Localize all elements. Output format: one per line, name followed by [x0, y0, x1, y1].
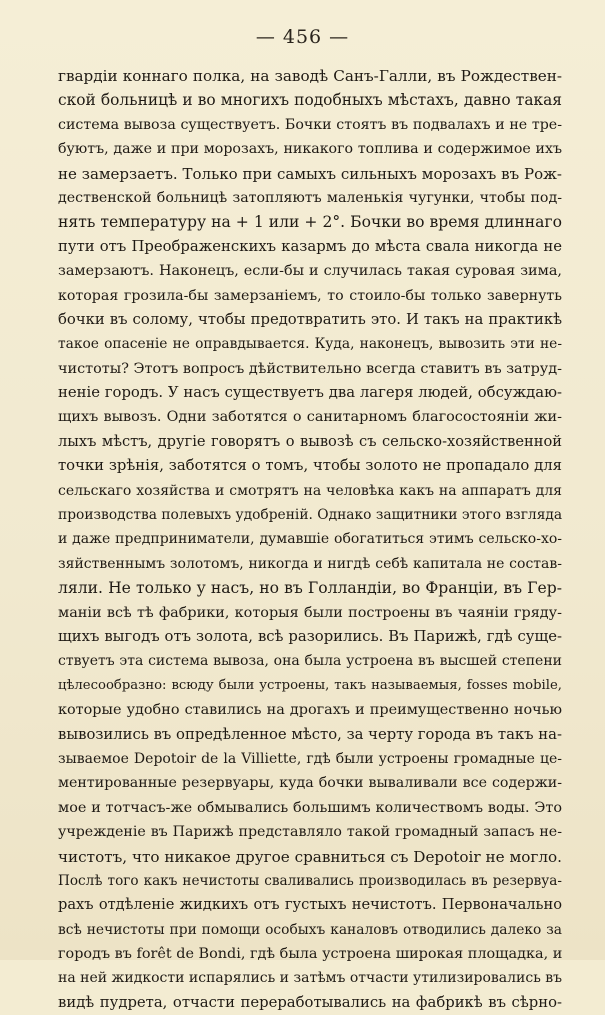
text-line: такое опасеніе не оправдывается. Куда, наконецъ, вывозить эти не-	[58, 336, 562, 353]
text-line: которая грозила-бы замерзаніемъ, то стоило-бы только завернуть	[58, 287, 562, 304]
text-line: учрежденіе въ Парижѣ представляло такой громадный запасъ не-	[58, 824, 562, 841]
text-line: городъ въ forêt de Bondi, гдѣ была устроена широкая площадка, и	[58, 946, 562, 963]
text-line: зываемое Depotoir de la Villiette, гдѣ были устроены громадные це-	[58, 750, 562, 767]
text-line: ской больницѣ и во многихъ подобныхъ мѣстахъ, давно такая	[58, 91, 562, 110]
text-line: неніе городъ. У насъ существуетъ два лагеря людей, обсуждаю-	[58, 384, 562, 402]
text-line: мое и тотчасъ-же обмывались большимъ количествомъ воды. Это	[58, 799, 562, 816]
page-number: — 456 —	[255, 26, 350, 48]
text-line: ляли. Не только у насъ, но въ Голландіи, во Франціи, въ Гер-	[58, 579, 562, 598]
text-line: щихъ выгодъ отъ золота, всѣ разорились. Въ Парижѣ, гдѣ суще-	[58, 627, 562, 645]
text-line: дественской больницѣ затопляютъ маленькія чугунки, чтобы под-	[58, 189, 562, 206]
text-line: система вывоза существуетъ. Бочки стоятъ въ подвалахъ и не тре-	[58, 116, 562, 133]
text-line: чистоты? Этотъ вопросъ дѣйствительно всегда ставитъ въ затруд-	[58, 360, 562, 377]
text-line: пути отъ Преображенскихъ казармъ до мѣста свала никогда не	[58, 237, 562, 255]
text-line: производства полевыхъ удобреній. Однако защитники этого взгляда	[58, 507, 562, 524]
text-line: маніи всѣ тѣ фабрики, которыя были построены въ чаяніи гряду-	[58, 604, 562, 621]
text-line: чистотъ, что никакое другое сравниться съ Depotoir не могло.	[58, 847, 562, 866]
text-line: ментированные резервуары, куда бочки вываливали все содержи-	[58, 775, 562, 792]
text-line: на ней жидкости испарялись и затѣмъ отчасти утилизировались въ	[58, 970, 562, 987]
text-line: точки зрѣнія, заботятся о томъ, чтобы золото не пропадало для	[58, 457, 562, 475]
text-line: вывозились въ опредѣленное мѣсто, за черту города въ такъ на-	[58, 725, 562, 743]
text-line: которые удобно ставились на дрогахъ и преимущественно ночью	[58, 702, 562, 719]
text-line: нять температуру на + 1 или + 2°. Бочки во время длиннаго	[58, 213, 562, 232]
text-line: Послѣ того какъ нечистоты сваливались производилась въ резервуа-	[58, 872, 562, 889]
text-line: гвардіи коннаго полка, на заводѣ Санъ-Галли, въ Рождествен-	[58, 67, 562, 85]
text-line: видѣ пудрета, отчасти переработывались на фабрикѣ въ сѣрно-	[58, 993, 562, 1011]
text-line: лыхъ мѣстъ, другіе говорятъ о вывозѣ съ сельско-хозяйственной	[58, 432, 562, 450]
text-line: ствуетъ эта система вывоза, она была устроена въ высшей степени	[58, 653, 562, 670]
text-line: зяйственнымъ золотомъ, никогда и нигдѣ себѣ капитала не состав-	[58, 555, 562, 572]
text-line: не замерзаетъ. Только при самыхъ сильныхъ морозахъ въ Рож-	[58, 164, 562, 183]
text-line: бочки въ солому, чтобы предотвратить это. И такъ на практикѣ	[58, 310, 562, 328]
text-line: рахъ отдѣленіе жидкихъ отъ густыхъ нечистотъ. Первоначально	[58, 896, 562, 914]
text-line: всѣ нечистоты при помощи особыхъ каналовъ отводились далеко за	[58, 921, 562, 938]
body-text	[58, 64, 562, 1015]
text-line: замерзаютъ. Наконецъ, если-бы и случилась такая суровая зима,	[58, 263, 562, 280]
text-line: буютъ, даже и при морозахъ, никакого топлива и содержимое ихъ	[58, 141, 562, 158]
text-line: щихъ вывозъ. Одни заботятся о санитарномъ благосостояніи жи-	[58, 409, 562, 426]
text-line: цѣлесообразно: всюду были устроены, такъ называемыя, fosses mobile,	[58, 677, 562, 693]
text-line: и даже предприниматели, думавшіе обогатиться этимъ сельско-хо-	[58, 531, 562, 548]
text-line: сельскаго хозяйства и смотрятъ на человѣка какъ на аппаратъ для	[58, 482, 562, 499]
